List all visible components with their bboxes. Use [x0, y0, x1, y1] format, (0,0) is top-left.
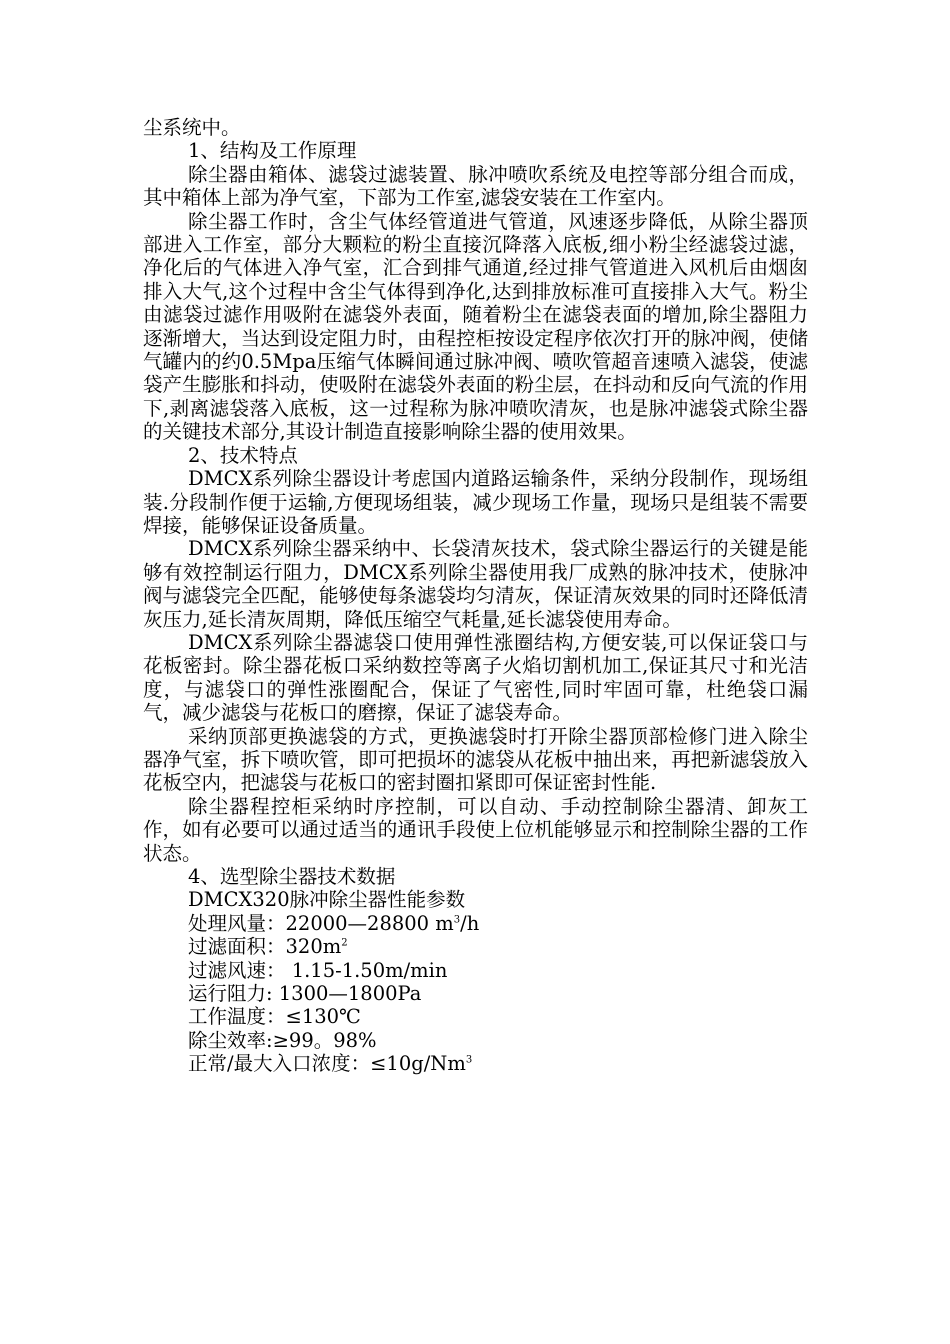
spec-airflow-superscript: 3	[453, 914, 461, 926]
section-heading-features: 2、技术特点	[188, 443, 298, 467]
spec-concentration-text: 正常/最大入口浓度：≤10g/Nm	[188, 1052, 466, 1076]
section-heading-structure: 1、结构及工作原理	[188, 139, 357, 163]
spec-temperature: 工作温度：≤130℃	[188, 1005, 361, 1029]
spec-efficiency: 除尘效率:≥99。98%	[188, 1028, 377, 1052]
spec-filter-area-text: 过滤面积：320m	[188, 935, 342, 959]
spec-concentration-superscript: 3	[465, 1054, 473, 1066]
document-body	[143, 116, 808, 1076]
spec-resistance: 运行阻力: 1300—1800Pa	[188, 982, 422, 1006]
paragraph-working-principle: 除尘器工作时，含尘气体经管道进气管道，风速逐步降低，从除尘器顶部进入工作室，部分大颗粒的粉尘直接沉降落入底板,细小粉尘经滤袋过滤，净化后的气体进入净气室，汇合到排气通道,经过排气管道进入风机后由烟囱排入大气,这个过程中含尘气体得到净化,达到排放标准可直接排入大气。粉尘由滤袋过滤作用吸附在滤袋外表面，随着粉尘在滤袋表面的增加,除尘器阻力逐渐增大，当达到设定阻力时，由程控柜按设定程序依次打开的脉冲阀，使储气罐内的约0.5Mpa压缩气体瞬间通过脉冲阀、喷吹管超音速喷入滤袋，使滤袋产生膨胀和抖动，使吸附在滤袋外表面的粉尘层，在抖动和反向气流的作用下,剥离滤袋落入底板，这一过程称为脉冲喷吹清灰，也是脉冲滤袋式除尘器的关键技术部分,其设计制造直接影响除尘器的使用效果。	[143, 209, 808, 444]
paragraph-continuation: 尘系统中。	[143, 116, 241, 139]
paragraph-composition: 除尘器由箱体、滤袋过滤装置、脉冲喷吹系统及电控等部分组合而成，其中箱体上部为净气室，下部为工作室,滤袋安装在工作室内。	[143, 162, 808, 210]
paragraph-snap-ring-structure: DMCX系列除尘器滤袋口使用弹性涨圈结构,方便安装,可以保证袋口与花板密封。除尘器花板口采纳数控等离子火焰切割机加工,保证其尺寸和光洁度，与滤袋口的弹性涨圈配合，保证了气密性,同时牢固可靠，杜绝袋口漏气，减少滤袋与花板口的磨擦，保证了滤袋寿命。	[143, 630, 808, 725]
paragraph-top-bag-replacement: 采纳顶部更换滤袋的方式，更换滤袋时打开除尘器顶部检修门进入除尘器净气室，拆下喷吹管，即可把损坏的滤袋从花板中抽出来，再把新滤袋放入花板空内，把滤袋与花板口的密封圈扣紧即可保证密封性能.	[143, 724, 808, 795]
spec-airflow	[143, 912, 808, 935]
paragraph-segmented-fabrication: DMCX系列除尘器设计考虑国内道路运输条件，采纳分段制作，现场组装.分段制作便于运输,方便现场组装，减少现场工作量，现场只是组装不需要焊接，能够保证设备质量。	[143, 467, 808, 537]
paragraph-long-bag-cleaning: DMCX系列除尘器采纳中、长袋清灰技术，袋式除尘器运行的关键是能够有效控制运行阻力，DMCX系列除尘器使用我厂成熟的脉冲技术，使脉冲阀与滤袋完全匹配，能够使每条滤袋均匀清灰，保证清灰效果的同时还降低清灰压力,延长清灰周期，降低压缩空气耗量,延长滤袋使用寿命。	[143, 537, 808, 631]
spec-heading: DMCX320脉冲除尘器性能参数	[188, 888, 466, 912]
spec-airflow-unit: /h	[460, 911, 480, 935]
spec-filter-area	[143, 935, 808, 958]
spec-filter-area-superscript: 2	[341, 937, 348, 949]
spec-filter-velocity: 过滤风速： 1.15-1.50m/min	[188, 958, 448, 982]
spec-concentration	[143, 1052, 808, 1075]
section-heading-selection-data: 4、选型除尘器技术数据	[188, 865, 396, 888]
paragraph-program-control: 除尘器程控柜采纳时序控制，可以自动、手动控制除尘器清、卸灰工作，如有必要可以通过适当的通讯手段使上位机能够显示和控制除尘器的工作状态。	[143, 794, 808, 865]
spec-airflow-text: 处理风量：22000—28800 m	[188, 911, 454, 935]
